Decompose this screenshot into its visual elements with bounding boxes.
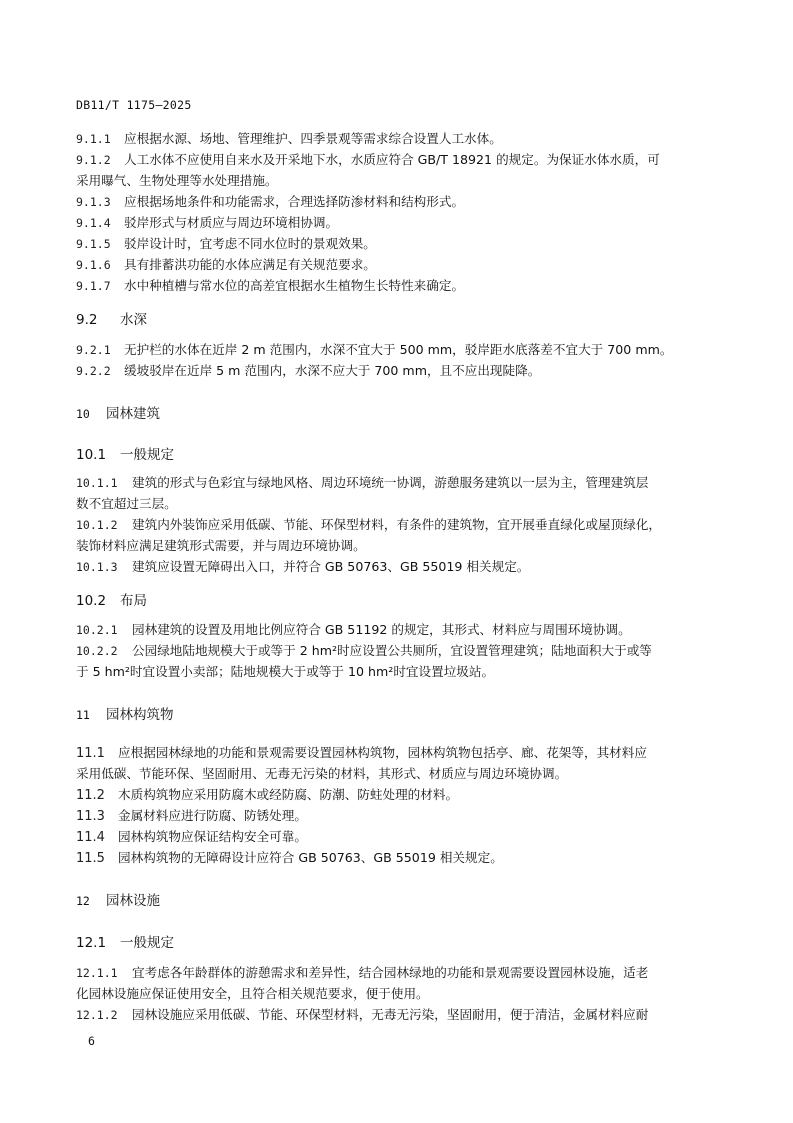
section-number: 10.2	[76, 593, 107, 609]
clause-9-1-4	[76, 212, 716, 234]
clause-continuation: 数不宜超过三层。	[76, 496, 177, 511]
document-code-header: DB11/T 1175—2025	[76, 98, 192, 112]
section-title: 一般规定	[120, 935, 174, 951]
clause-text: 应根据园林绿地的功能和景观需要设置园林构筑物，园林构筑物包括亭、廊、花架等，其材料应	[118, 745, 647, 760]
clause-9-1-3	[76, 191, 716, 213]
clause-number: 11.4	[76, 830, 105, 845]
clause-text: 人工水体不应使用自来水及开采地下水，水质应符合 GB/T 18921 的规定。为保证水体水质，可	[124, 152, 660, 167]
clause-number: 9.2.2	[76, 364, 111, 378]
clause-9-1-7	[76, 275, 716, 297]
clause-number: 9.1.1	[76, 132, 111, 146]
clause-number: 10.1.1	[76, 476, 118, 490]
chapter-number: 10	[76, 407, 90, 421]
chapter-title: 园林构筑物	[106, 707, 174, 723]
clause-number: 9.1.4	[76, 216, 111, 230]
section-number: 9.2	[76, 312, 98, 328]
section-number: 10.1	[76, 447, 107, 463]
clause-continuation: 于 5 hm²时宜设置小卖部；陆地规模大于或等于 10 hm²时宜设置垃圾站。	[76, 664, 495, 679]
clause-continuation: 采用低碳、节能环保、坚固耐用、无毒无污染的材料，其形式、材质应与周边环境协调。	[76, 766, 568, 781]
clause-number: 10.2.1	[76, 623, 118, 637]
clause-text: 应根据水源、场地、管理维护、四季景观等需求综合设置人工水体。	[124, 131, 502, 146]
clause-number: 9.1.2	[76, 153, 111, 167]
clause-12-1-1	[76, 962, 716, 984]
section-heading-10-2	[76, 589, 147, 609]
clause-number: 9.1.6	[76, 258, 111, 272]
section-title: 布局	[120, 593, 147, 609]
clause-number: 9.1.7	[76, 279, 111, 293]
clause-11-3	[76, 805, 716, 827]
clause-11-5	[76, 847, 716, 869]
clause-text: 园林建筑的设置及用地比例应符合 GB 51192 的规定，其形式、材料应与周围环境协调。	[132, 622, 631, 637]
clause-9-1-5	[76, 233, 716, 255]
clause-continuation: 装饰材料应满足建筑形式需要，并与周边环境协调。	[76, 538, 366, 553]
page-number: 6	[88, 1034, 95, 1048]
chapter-number: 12	[76, 894, 90, 908]
clause-number: 9.2.1	[76, 343, 111, 357]
clause-text: 驳岸形式与材质应与周边环境相协调。	[124, 215, 339, 230]
chapter-heading-11	[76, 703, 174, 723]
clause-text: 建筑应设置无障碍出入口，并符合 GB 50763、GB 55019 相关规定。	[132, 559, 530, 574]
clause-number: 11.1	[76, 746, 105, 761]
clause-text: 驳岸设计时，宜考虑不同水位时的景观效果。	[124, 236, 376, 251]
clause-12-1-2	[76, 1004, 716, 1026]
clause-number: 11.2	[76, 788, 105, 803]
clause-text: 木质构筑物应采用防腐木或经防腐、防潮、防蛀处理的材料。	[118, 787, 459, 802]
clause-11-2	[76, 784, 716, 806]
clause-10-2-2	[76, 640, 716, 662]
clause-number: 10.2.2	[76, 644, 118, 658]
clause-text: 园林构筑物的无障碍设计应符合 GB 50763、GB 55019 相关规定。	[118, 850, 503, 865]
section-heading-12-1	[76, 931, 174, 951]
section-heading-10-1	[76, 443, 174, 463]
clause-9-1-2	[76, 149, 716, 171]
clause-text: 公园绿地陆地规模大于或等于 2 hm²时应设置公共厕所，宜设置管理建筑；陆地面积大于或等	[132, 643, 652, 658]
section-heading-9-2	[76, 308, 147, 328]
clause-number: 10.1.2	[76, 518, 118, 532]
clause-11-1	[76, 742, 716, 764]
clause-number: 9.1.3	[76, 195, 111, 209]
clause-text: 金属材料应进行防腐、防锈处理。	[118, 808, 307, 823]
section-title: 一般规定	[120, 447, 174, 463]
section-number: 12.1	[76, 935, 107, 951]
clause-number: 11.5	[76, 851, 105, 866]
clause-continuation: 化园林设施应保证使用安全，且符合相关规范要求，便于使用。	[76, 986, 429, 1001]
clause-10-1-1	[76, 472, 716, 494]
chapter-heading-12	[76, 889, 160, 909]
clause-text: 水中种植槽与常水位的高差宜根据水生植物生长特性来确定。	[124, 278, 465, 293]
clause-10-1-2	[76, 514, 716, 536]
clause-9-1-6	[76, 254, 716, 276]
clause-continuation: 采用曝气、生物处理等水处理措施。	[76, 173, 278, 188]
clause-text: 园林构筑物应保证结构安全可靠。	[118, 829, 307, 844]
clause-10-1-3	[76, 556, 716, 578]
clause-9-2-2	[76, 360, 716, 382]
section-title: 水深	[120, 312, 147, 328]
clause-number: 10.1.3	[76, 560, 118, 574]
chapter-number: 11	[76, 708, 90, 722]
clause-number: 9.1.5	[76, 237, 111, 251]
clause-number: 12.1.2	[76, 1008, 118, 1022]
chapter-heading-10	[76, 402, 160, 422]
chapter-title: 园林设施	[106, 893, 160, 909]
clause-text: 园林设施应采用低碳、节能、环保型材料，无毒无污染，坚固耐用，便于清洁，金属材料应耐	[132, 1007, 649, 1022]
clause-9-2-1	[76, 339, 716, 361]
clause-text: 缓坡驳岸在近岸 5 m 范围内，水深不应大于 700 mm，且不应出现陡降。	[124, 363, 541, 378]
clause-text: 应根据场地条件和功能需求，合理选择防渗材料和结构形式。	[124, 194, 465, 209]
clause-10-2-1	[76, 619, 716, 641]
clause-number: 12.1.1	[76, 966, 118, 980]
clause-text: 具有排蓄洪功能的水体应满足有关规范要求。	[124, 257, 376, 272]
clause-number: 11.3	[76, 809, 105, 824]
clause-text: 无护栏的水体在近岸 2 m 范围内，水深不宜大于 500 mm，驳岸距水底落差不宜大于 700 mm。	[124, 342, 673, 357]
clause-11-4	[76, 826, 716, 848]
clause-text: 建筑的形式与色彩宜与绿地风格、周边环境统一协调，游憩服务建筑以一层为主，管理建筑层	[132, 475, 649, 490]
chapter-title: 园林建筑	[106, 406, 160, 422]
clause-9-1-1	[76, 128, 716, 150]
clause-text: 建筑内外装饰应采用低碳、节能、环保型材料，有条件的建筑物，宜开展垂直绿化或屋顶绿化，	[132, 517, 661, 532]
clause-text: 宜考虑各年龄群体的游憩需求和差异性，结合园林绿地的功能和景观需要设置园林设施，适老	[132, 965, 649, 980]
